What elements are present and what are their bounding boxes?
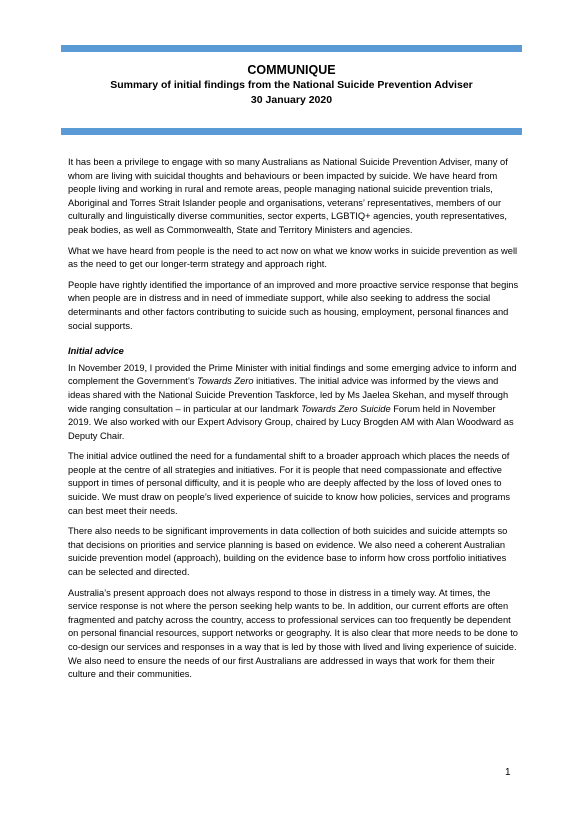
paragraph-5: The initial advice outlined the need for a fundamental shift to a broader approach which places the needs of people at the centre of all strategies and initiatives. For it is people that need compassionate and effective support in times of personal difficulty, and it is people who are deeply affected by the loss of loved ones to suicide. We must draw on people’s lived experience of suicide to know how policies, services and programs can best meet their needs. bbox=[68, 451, 510, 516]
bottom-rule bbox=[61, 128, 522, 135]
document-date: 30 January 2020 bbox=[250, 94, 333, 106]
paragraph-4-emphasis-1: Towards Zero bbox=[197, 376, 254, 387]
document-title: COMMUNIQUE bbox=[247, 63, 336, 77]
paragraph-7: Australia’s present approach does not always respond to those in distress in a timely way. At times, the service response is not where the person seeking help wants to be. In addition, our current efforts are often fragmented and patchy across the country, access to professional services can too frequently be dependent on personal financial resources, support networks or geography. It is also clear that more needs to be done to co-design our services and responses in a way that is led by those with lived and living experience of suicide. We also need to ensure the needs of our first Australians are addressed in ways that work for them their culture and their communities. bbox=[68, 587, 518, 680]
paragraph-6: There also needs to be significant improvements in data collection of both suicides and suicide attempts so that decisions on priorities and service planning is based on evidence. We also need a coherent Australian suicide prevention model (approach), building on the evidence base to inform how cross portfolio initiatives can be selected and directed. bbox=[68, 526, 508, 578]
page-number: 1 bbox=[505, 767, 511, 778]
document-header bbox=[61, 63, 522, 108]
document-subtitle: Summary of initial findings from the National Suicide Prevention Adviser bbox=[110, 79, 473, 91]
paragraph-2: What we have heard from people is the need to act now on what we know works in suicide prevention as well as the need to get our longer-term strategy and approach right. bbox=[68, 245, 518, 270]
paragraph-4-part-a: In November 2019, I provided the Prime Minister with initial findings and some emerging advice to inform and complement the Government’s bbox=[68, 362, 517, 387]
document-body bbox=[68, 156, 520, 689]
section-heading: Initial advice bbox=[68, 346, 124, 357]
top-rule bbox=[61, 45, 522, 52]
paragraph-1: It has been a privilege to engage with so many Australians as National Suicide Prevention Adviser, many of whom are living with suicidal thoughts and behaviours or been impacted by suicide. We have heard from people living and working in rural and remote areas, people managing national suicide prevention trials, Aboriginal and Torres Strait Islander people and organisations, veterans’ representatives, members of our culturally and linguistically diverse communities, sector experts, LGBTIQ+ agencies, youth representatives, peak bodies, as well as Commonwealth, State and Territory Ministers and agencies. bbox=[68, 157, 508, 235]
paragraph-4-part-c: Forum held in November 2019. We also worked with our Expert Advisory Group, chaired by Lucy Brogden AM with Alan Woodward as Deputy Chair. bbox=[68, 403, 514, 441]
paragraph-4-part-b: initiatives. The initial advice was informed by the views and ideas shared with the National Suicide Prevention Taskforce, led by Ms Jaelea Skehan, and myself through wide ranging consultation – in particular at our landmark bbox=[68, 376, 509, 414]
paragraph-4 bbox=[68, 362, 520, 444]
paragraph-3: People have rightly identified the importance of an improved and more proactive service response that begins when people are in distress and in need of immediate support, while also seeking to address the social determinants and other factors contributing to suicide such as housing, employment, personal finances and social supports. bbox=[68, 279, 519, 331]
paragraph-4-emphasis-2: Towards Zero Suicide bbox=[301, 403, 391, 414]
